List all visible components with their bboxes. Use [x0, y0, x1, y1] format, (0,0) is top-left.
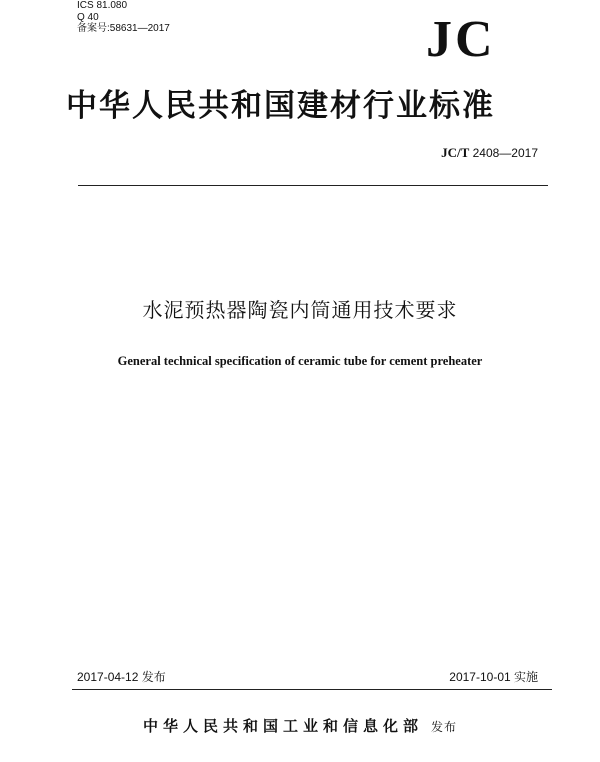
footer-divider: [72, 689, 552, 690]
publisher-line: [0, 716, 600, 737]
standard-code-prefix: JC/T: [441, 145, 470, 160]
publisher-name: 中华人民共和国工业和信息化部: [142, 717, 423, 735]
implementation-date: 2017-10-01 实施: [449, 670, 538, 684]
jc-logo: JC: [426, 11, 496, 68]
ccs-code: Q 40: [77, 11, 99, 23]
header-divider: [78, 185, 548, 186]
document-title-chinese: 水泥预热器陶瓷内筒通用技术要求: [142, 298, 458, 322]
publisher-action: 发布: [431, 720, 458, 734]
standard-code-number: 2408—2017: [472, 146, 538, 160]
standard-category-title: 中华人民共和国建材行业标准: [66, 88, 495, 124]
classification-block: [77, 0, 170, 35]
issue-date: 2017-04-12 发布: [77, 670, 166, 684]
ics-code: ICS 81.080: [77, 0, 128, 11]
filing-number: 备案号:58631—2017: [77, 23, 170, 34]
document-title-english: General technical specification of ceramic tube for cement preheater: [117, 354, 483, 368]
standard-number: [441, 146, 538, 160]
